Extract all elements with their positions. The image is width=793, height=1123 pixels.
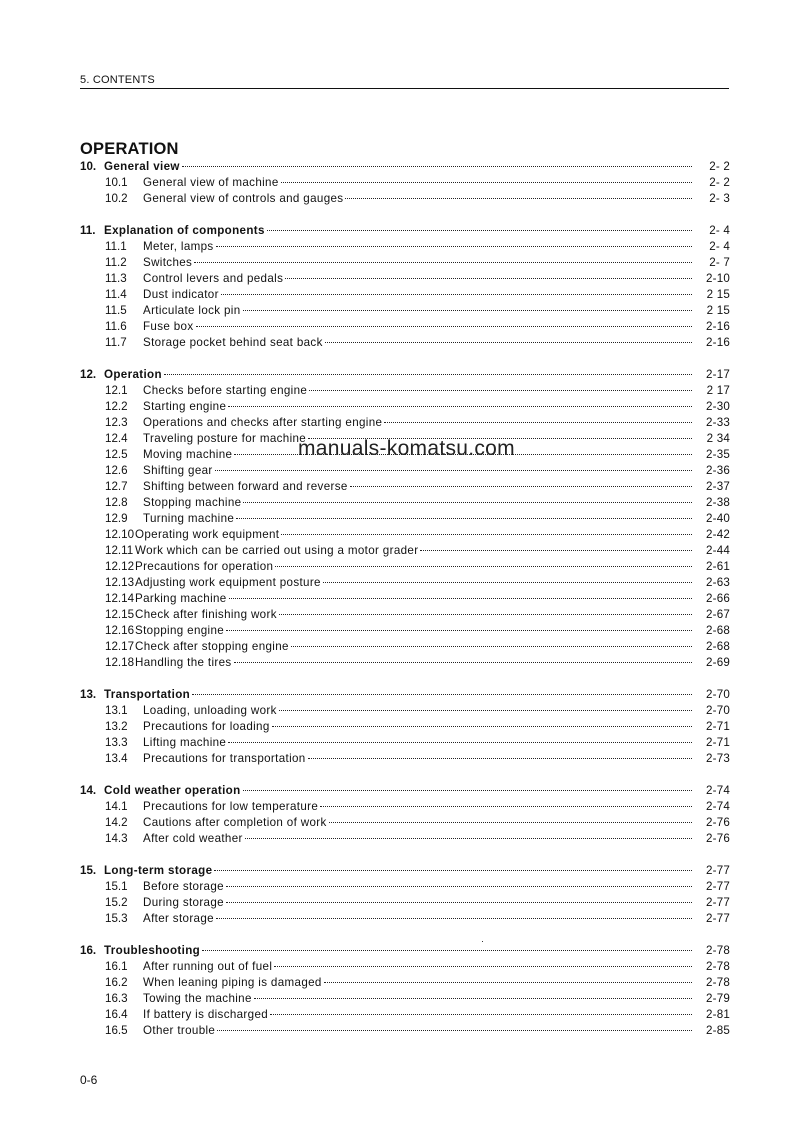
toc-chapter-heading[interactable] (80, 367, 730, 383)
dot-leader (217, 1030, 692, 1031)
entry-title: Work which can be carried out using a motor grader (135, 544, 419, 557)
entry-title: Operations and checks after starting engine (143, 416, 383, 429)
entry-page: 2- 7 (709, 256, 730, 269)
dot-leader (164, 374, 692, 375)
toc-entry[interactable] (80, 463, 730, 479)
entry-page: 2-37 (705, 480, 730, 493)
entry-number: 12.3 (105, 416, 128, 429)
entry-page: 2-16 (705, 320, 730, 333)
entry-page: 2-68 (705, 624, 730, 637)
toc-chapter (80, 687, 730, 767)
entry-page: 2-76 (705, 832, 730, 845)
entry-title: Precautions for low temperature (143, 800, 319, 813)
toc-chapter (80, 159, 730, 207)
entry-number: 13.2 (105, 720, 128, 733)
toc-entry[interactable] (80, 191, 730, 207)
entry-title: Storage pocket behind seat back (143, 336, 323, 349)
dot-leader (309, 390, 692, 391)
entry-title: Check after stopping engine (135, 640, 289, 653)
toc-entry[interactable] (80, 959, 730, 975)
toc-entry[interactable] (80, 815, 730, 831)
toc-entry[interactable] (80, 623, 730, 639)
entry-number: 10.1 (105, 176, 128, 189)
dot-leader (236, 518, 692, 519)
entry-title: Troubleshooting (104, 944, 201, 957)
entry-title: Transportation (104, 688, 191, 701)
toc-entry[interactable] (80, 735, 730, 751)
entry-page: 2-81 (705, 1008, 730, 1021)
toc-entry[interactable] (80, 975, 730, 991)
entry-title: Articulate lock pin (143, 304, 241, 317)
dot-leader (234, 662, 692, 663)
toc-chapter-heading[interactable] (80, 943, 730, 959)
toc-entry[interactable] (80, 479, 730, 495)
toc-entry[interactable] (80, 303, 730, 319)
entry-number: 13.1 (105, 704, 128, 717)
entry-number: 11.2 (105, 256, 127, 269)
dot-leader (384, 422, 692, 423)
entry-number: 10.2 (105, 192, 128, 205)
toc-entry[interactable] (80, 559, 730, 575)
entry-page: 2-76 (705, 816, 730, 829)
dot-leader (216, 918, 692, 919)
entry-title: Control levers and pedals (143, 272, 284, 285)
header-label: 5. CONTENTS (80, 74, 155, 86)
entry-number: 14. (80, 784, 97, 797)
entry-title: Parking machine (135, 592, 227, 605)
entry-page: 2-42 (705, 528, 730, 541)
dot-leader (196, 326, 693, 327)
entry-page: 2- 3 (709, 192, 730, 205)
toc-entry[interactable] (80, 655, 730, 671)
dot-leader (226, 902, 692, 903)
dot-leader (275, 566, 692, 567)
entry-title: Traveling posture for machine (143, 432, 307, 445)
toc-chapter-heading[interactable] (80, 159, 730, 175)
toc-entry[interactable] (80, 751, 730, 767)
entry-page: 2-74 (705, 800, 730, 813)
entry-number: 16.1 (105, 960, 128, 973)
entry-number: 11.6 (105, 320, 127, 333)
toc-entry[interactable] (80, 607, 730, 623)
entry-page: 2-33 (705, 416, 730, 429)
entry-title: Explanation of components (104, 224, 265, 237)
toc-entry[interactable] (80, 511, 730, 527)
toc-entry[interactable] (80, 1007, 730, 1023)
toc-entry[interactable] (80, 639, 730, 655)
toc-entry[interactable] (80, 287, 730, 303)
entry-number: 16.4 (105, 1008, 128, 1021)
entry-page: 2-67 (705, 608, 730, 621)
entry-number: 10. (80, 160, 97, 173)
scan-speck (482, 941, 483, 942)
dot-leader (254, 998, 692, 999)
entry-page: 2-68 (705, 640, 730, 653)
entry-page: 2-36 (705, 464, 730, 477)
entry-title: When leaning piping is damaged (143, 976, 322, 989)
dot-leader (285, 278, 692, 279)
dot-leader (420, 550, 692, 551)
entry-number: 12.15 (105, 608, 135, 621)
entry-number: 11.5 (105, 304, 127, 317)
entry-page: 2-71 (705, 720, 730, 733)
watermark: manuals-komatsu.com (298, 437, 515, 460)
entry-page: 2-30 (705, 400, 730, 413)
dot-leader (281, 182, 692, 183)
toc-chapter-heading[interactable] (80, 687, 730, 703)
entry-title: After cold weather (143, 832, 243, 845)
entry-page: 2- 4 (709, 224, 730, 237)
toc-entry[interactable] (80, 879, 730, 895)
entry-number: 11.3 (105, 272, 127, 285)
entry-page: 2-69 (705, 656, 730, 669)
entry-title: Fuse box (143, 320, 194, 333)
entry-number: 16.2 (105, 976, 128, 989)
entry-number: 12.17 (105, 640, 135, 653)
entry-number: 13.4 (105, 752, 128, 765)
entry-number: 11.7 (105, 336, 127, 349)
toc-entry[interactable] (80, 399, 730, 415)
entry-number: 14.3 (105, 832, 128, 845)
dot-leader (245, 838, 692, 839)
entry-page: 2-77 (705, 880, 730, 893)
toc-entry[interactable] (80, 991, 730, 1007)
dot-leader (325, 342, 692, 343)
dot-leader (243, 502, 692, 503)
entry-number: 16.5 (105, 1024, 128, 1037)
toc-entry[interactable] (80, 335, 730, 351)
entry-title: General view of controls and gauges (143, 192, 344, 205)
entry-title: Check after finishing work (135, 608, 277, 621)
entry-page: 2 34 (706, 432, 730, 445)
toc-entry[interactable] (80, 799, 730, 815)
toc-entry[interactable] (80, 255, 730, 271)
entry-number: 16. (80, 944, 97, 957)
entry-number: 14.2 (105, 816, 128, 829)
entry-page: 2-70 (705, 704, 730, 717)
entry-page: 2- 2 (709, 176, 730, 189)
entry-title: Cold weather operation (104, 784, 241, 797)
dot-leader (274, 966, 692, 967)
footer-page-number: 0-6 (80, 1073, 98, 1087)
entry-number: 12.8 (105, 496, 128, 509)
toc-entry[interactable] (80, 719, 730, 735)
entry-page: 2-74 (705, 784, 730, 797)
entry-page: 2-38 (705, 496, 730, 509)
toc-entry[interactable] (80, 575, 730, 591)
entry-number: 12.18 (105, 656, 135, 669)
entry-title: Moving machine (143, 448, 233, 461)
entry-number: 13. (80, 688, 97, 701)
toc-entry[interactable] (80, 911, 730, 927)
entry-title: Starting engine (143, 400, 227, 413)
entry-page: 2-40 (705, 512, 730, 525)
toc-entry[interactable] (80, 703, 730, 719)
entry-number: 12.7 (105, 480, 128, 493)
entry-page: 2-17 (705, 368, 730, 381)
dot-leader (216, 246, 692, 247)
dot-leader (308, 758, 692, 759)
toc-entry[interactable] (80, 543, 730, 559)
entry-title: Lifting machine (143, 736, 227, 749)
entry-page: 2 15 (706, 304, 730, 317)
entry-title: Meter, lamps (143, 240, 214, 253)
entry-page: 2-61 (705, 560, 730, 573)
toc-chapter-heading[interactable] (80, 863, 730, 879)
entry-page: 2- 4 (709, 240, 730, 253)
toc-chapter (80, 863, 730, 927)
entry-page: 2 17 (706, 384, 730, 397)
entry-page: 2-66 (705, 592, 730, 605)
entry-number: 16.3 (105, 992, 128, 1005)
dot-leader (182, 166, 692, 167)
dot-leader (226, 630, 692, 631)
entry-title: Other trouble (143, 1024, 216, 1037)
dot-leader (202, 950, 692, 951)
toc-entry[interactable] (80, 239, 730, 255)
entry-title: Switches (143, 256, 193, 269)
entry-page: 2-79 (705, 992, 730, 1005)
entry-number: 12.10 (105, 528, 135, 541)
entry-title: Shifting gear (143, 464, 213, 477)
toc-entry[interactable] (80, 383, 730, 399)
toc-entry[interactable] (80, 271, 730, 287)
table-of-contents (80, 159, 730, 1055)
dot-leader (229, 598, 692, 599)
entry-title: Long-term storage (104, 864, 213, 877)
toc-chapter (80, 783, 730, 847)
toc-entry[interactable] (80, 831, 730, 847)
toc-entry[interactable] (80, 1023, 730, 1039)
dot-leader (226, 886, 692, 887)
dot-leader (281, 534, 692, 535)
entry-page: 2 15 (706, 288, 730, 301)
entry-title: Cautions after completion of work (143, 816, 327, 829)
entry-title: Shifting between forward and reverse (143, 480, 348, 493)
toc-entry[interactable] (80, 591, 730, 607)
dot-leader (350, 486, 692, 487)
entry-page: 2-77 (705, 896, 730, 909)
dot-leader (291, 646, 692, 647)
dot-leader (324, 982, 692, 983)
page-header (80, 74, 729, 89)
toc-chapter (80, 943, 730, 1039)
entry-title: Stopping engine (135, 624, 225, 637)
dot-leader (267, 230, 692, 231)
entry-title: Handling the tires (135, 656, 232, 669)
entry-number: 12.5 (105, 448, 128, 461)
toc-entry[interactable] (80, 495, 730, 511)
toc-chapter-heading[interactable] (80, 783, 730, 799)
entry-title: Dust indicator (143, 288, 219, 301)
entry-number: 15.1 (105, 880, 128, 893)
entry-number: 12.11 (105, 544, 134, 557)
dot-leader (215, 470, 692, 471)
entry-number: 13.3 (105, 736, 128, 749)
entry-page: 2-78 (705, 944, 730, 957)
entry-page: 2-85 (705, 1024, 730, 1037)
dot-leader (192, 694, 692, 695)
entry-number: 12.13 (105, 576, 135, 589)
entry-page: 2-70 (705, 688, 730, 701)
entry-title: Stopping machine (143, 496, 242, 509)
dot-leader (279, 710, 692, 711)
entry-number: 12.6 (105, 464, 128, 477)
entry-number: 12.16 (105, 624, 135, 637)
dot-leader (228, 742, 692, 743)
entry-title: General view (104, 160, 180, 173)
entry-number: 15.3 (105, 912, 128, 925)
entry-number: 12. (80, 368, 97, 381)
toc-chapter (80, 223, 730, 351)
entry-number: 12.4 (105, 432, 128, 445)
entry-number: 11.4 (105, 288, 127, 301)
entry-title: Adjusting work equipment posture (135, 576, 321, 589)
entry-page: 2-73 (705, 752, 730, 765)
entry-page: 2-10 (705, 272, 730, 285)
entry-number: 12.14 (105, 592, 135, 605)
toc-entry[interactable] (80, 415, 730, 431)
entry-title: Turning machine (143, 512, 235, 525)
entry-page: 2-77 (705, 912, 730, 925)
entry-title: Towing the machine (143, 992, 252, 1005)
entry-title: Precautions for loading (143, 720, 270, 733)
entry-number: 11. (80, 224, 96, 237)
entry-number: 12.2 (105, 400, 128, 413)
entry-title: During storage (143, 896, 224, 909)
entry-title: Operation (104, 368, 162, 381)
dot-leader (243, 310, 692, 311)
dot-leader (329, 822, 692, 823)
entry-page: 2-78 (705, 976, 730, 989)
dot-leader (323, 582, 692, 583)
toc-entry[interactable] (80, 319, 730, 335)
entry-title: General view of machine (143, 176, 279, 189)
entry-number: 14.1 (105, 800, 128, 813)
toc-entry[interactable] (80, 175, 730, 191)
entry-number: 12.9 (105, 512, 128, 525)
dot-leader (345, 198, 692, 199)
dot-leader (228, 406, 692, 407)
entry-page: 2-63 (705, 576, 730, 589)
entry-page: 2-78 (705, 960, 730, 973)
entry-title: After storage (143, 912, 214, 925)
toc-entry[interactable] (80, 527, 730, 543)
dot-leader (243, 790, 692, 791)
section-title: OPERATION (80, 140, 179, 158)
entry-title: Precautions for transportation (143, 752, 306, 765)
entry-title: If battery is discharged (143, 1008, 269, 1021)
entry-title: After running out of fuel (143, 960, 273, 973)
entry-title: Loading, unloading work (143, 704, 277, 717)
entry-title: Operating work equipment (135, 528, 280, 541)
dot-leader (214, 870, 692, 871)
entry-title: Checks before starting engine (143, 384, 308, 397)
entry-number: 12.1 (105, 384, 128, 397)
entry-page: 2-44 (705, 544, 730, 557)
entry-title: Precautions for operation (135, 560, 274, 573)
dot-leader (221, 294, 692, 295)
entry-number: 12.12 (105, 560, 135, 573)
dot-leader (194, 262, 692, 263)
entry-page: 2- 2 (709, 160, 730, 173)
toc-chapter (80, 367, 730, 671)
entry-number: 15.2 (105, 896, 128, 909)
entry-title: Before storage (143, 880, 224, 893)
entry-number: 11.1 (105, 240, 127, 253)
entry-number: 15. (80, 864, 97, 877)
dot-leader (270, 1014, 692, 1015)
entry-page: 2-71 (705, 736, 730, 749)
toc-entry[interactable] (80, 895, 730, 911)
entry-page: 2-35 (705, 448, 730, 461)
entry-page: 2-16 (705, 336, 730, 349)
toc-chapter-heading[interactable] (80, 223, 730, 239)
dot-leader (272, 726, 692, 727)
dot-leader (279, 614, 692, 615)
dot-leader (320, 806, 692, 807)
entry-page: 2-77 (705, 864, 730, 877)
